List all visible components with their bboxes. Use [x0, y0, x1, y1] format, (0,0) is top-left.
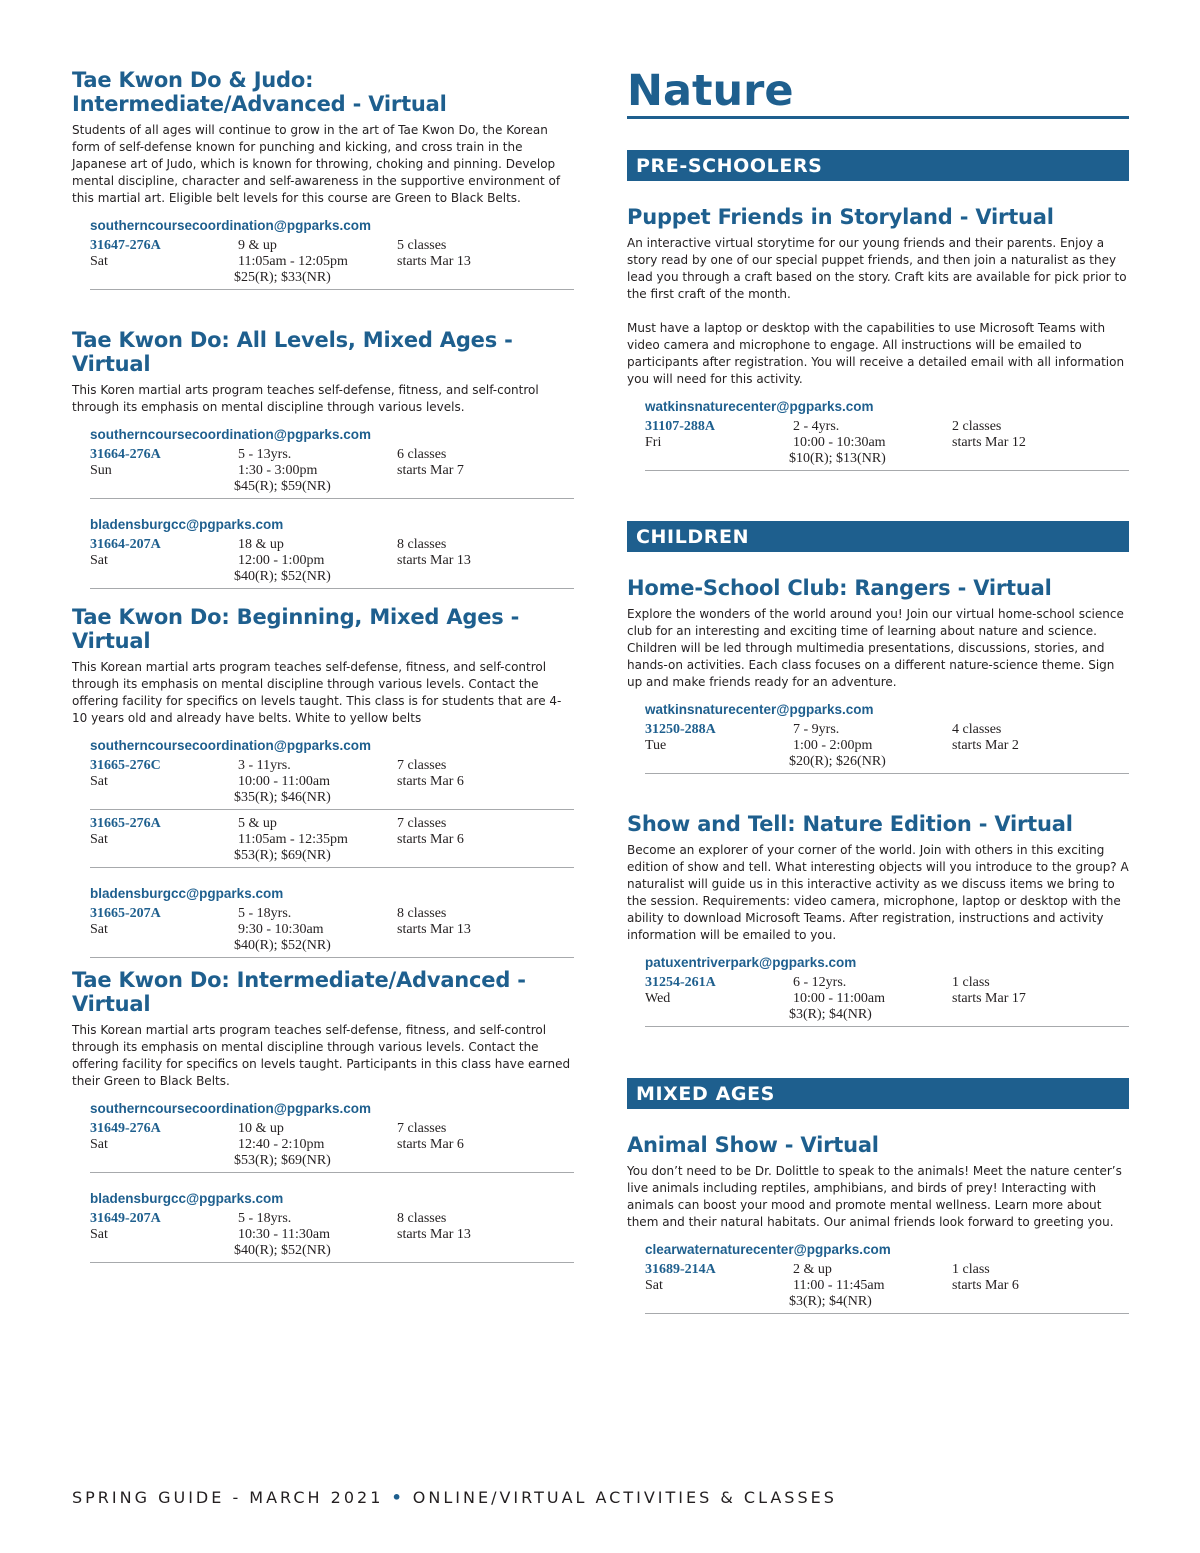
offering-row — [90, 758, 574, 810]
location-block — [627, 955, 1129, 1027]
course-description: You don’t need to be Dr. Dolittle to speak to the animals! Meet the nature center’s live animals including reptiles, amphibians, and birds of prey! Interacting with animals can boost your mood and promote mental wellness. Learn more about them and their natural habitats. Our animal friends look forward to greeting you. — [627, 1164, 1122, 1229]
course-title: Animal Show - Virtual — [627, 1133, 879, 1157]
day: Sun — [90, 463, 112, 478]
course-block — [72, 328, 574, 589]
fee: $45(R); $59(NR) — [234, 479, 331, 494]
course-code: 31649-276A — [90, 1121, 161, 1136]
location-block — [72, 886, 574, 958]
offering-row — [645, 722, 1129, 774]
course-title: Puppet Friends in Storyland - Virtual — [627, 205, 1054, 229]
course-block — [627, 205, 1129, 471]
fee: $10(R); $13(NR) — [789, 451, 886, 466]
course-code: 31689-214A — [645, 1262, 716, 1277]
offering-row — [90, 537, 574, 589]
time: 12:00 - 1:00pm — [238, 553, 325, 568]
fee: $3(R); $4(NR) — [789, 1294, 872, 1309]
course-code: 31665-207A — [90, 906, 161, 921]
location-block — [627, 399, 1129, 471]
course-block — [627, 812, 1129, 1027]
ages: 5 - 18yrs. — [238, 1211, 292, 1226]
location-block — [72, 738, 574, 868]
contact-email[interactable]: watkinsnaturecenter@pgparks.com — [645, 702, 874, 717]
time: 9:30 - 10:30am — [238, 922, 324, 937]
contact-email[interactable]: clearwaternaturecenter@pgparks.com — [645, 1242, 891, 1257]
contact-email[interactable]: patuxentriverpark@pgparks.com — [645, 955, 857, 970]
offering-row — [90, 816, 574, 868]
sessions: 8 classes — [397, 1211, 447, 1226]
offering-row — [645, 975, 1129, 1027]
day: Sat — [90, 1137, 108, 1152]
day: Wed — [645, 991, 671, 1006]
footer-guide-label: SPRING GUIDE - MARCH 2021 — [72, 1488, 384, 1507]
sessions: 7 classes — [397, 1121, 447, 1136]
start-date: starts Mar 6 — [952, 1278, 1019, 1293]
category-band-pre-schoolers: PRE-SCHOOLERS — [627, 150, 1129, 181]
time: 11:05am - 12:35pm — [238, 832, 348, 847]
course-block — [72, 605, 574, 958]
location-block — [627, 1242, 1129, 1314]
day: Sat — [90, 832, 108, 847]
location-block — [72, 1101, 574, 1173]
course-block — [72, 968, 574, 1263]
course-block — [627, 576, 1129, 774]
fee: $40(R); $52(NR) — [234, 1243, 331, 1258]
start-date: starts Mar 6 — [397, 1137, 464, 1152]
sessions: 4 classes — [952, 722, 1002, 737]
contact-email[interactable]: southerncoursecoordination@pgparks.com — [90, 738, 371, 753]
course-block — [627, 1133, 1129, 1314]
time: 11:00 - 11:45am — [793, 1278, 885, 1293]
ages: 10 & up — [238, 1121, 284, 1136]
course-code: 31664-207A — [90, 537, 161, 552]
contact-email[interactable]: bladensburgcc@pgparks.com — [90, 517, 284, 532]
ages: 9 & up — [238, 238, 277, 253]
fee: $53(R); $69(NR) — [234, 1153, 331, 1168]
course-block — [72, 68, 574, 290]
course-description: Explore the wonders of the world around you! Join our virtual home-school science club for an interesting and exciting time of learning about nature and science. Children will be led through multimedia presentations, discussions, stories, and hands-on activities. Each class focuses on a different nature-science theme. Sign up and make friends ready for an adventure. — [627, 607, 1124, 689]
ages: 7 - 9yrs. — [793, 722, 840, 737]
fee: $40(R); $52(NR) — [234, 569, 331, 584]
contact-email[interactable]: southerncoursecoordination@pgparks.com — [90, 1101, 371, 1116]
start-date: starts Mar 13 — [397, 922, 471, 937]
time: 10:00 - 11:00am — [793, 991, 886, 1006]
ages: 6 - 12yrs. — [793, 975, 847, 990]
location-block — [72, 427, 574, 499]
course-title: Tae Kwon Do: Beginning, Mixed Ages - Virtual — [72, 605, 520, 653]
footer-section-label: ONLINE/VIRTUAL ACTIVITIES & CLASSES — [412, 1488, 837, 1507]
ages: 5 & up — [238, 816, 277, 831]
course-code: 31647-276A — [90, 238, 161, 253]
sessions: 1 class — [952, 1262, 990, 1277]
day: Sat — [90, 1227, 108, 1242]
day: Sat — [90, 553, 108, 568]
start-date: starts Mar 17 — [952, 991, 1026, 1006]
sessions: 7 classes — [397, 758, 447, 773]
course-description-requirements: Must have a laptop or desktop with the capabilities to use Microsoft Teams with video camera and microphone to engage. All instructions will be emailed to participants after registration. You will receive a detailed email with all information you will need for this activity. — [627, 321, 1125, 386]
ages: 2 & up — [793, 1262, 832, 1277]
ages: 5 - 18yrs. — [238, 906, 292, 921]
contact-email[interactable]: watkinsnaturecenter@pgparks.com — [645, 399, 874, 414]
contact-email[interactable]: southerncoursecoordination@pgparks.com — [90, 218, 371, 233]
offering-row — [90, 1211, 574, 1263]
fee: $3(R); $4(NR) — [789, 1007, 872, 1022]
offering-row — [90, 906, 574, 958]
sessions: 1 class — [952, 975, 990, 990]
course-code: 31664-276A — [90, 447, 161, 462]
day: Sat — [90, 922, 108, 937]
start-date: starts Mar 6 — [397, 774, 464, 789]
course-title: Show and Tell: Nature Edition - Virtual — [627, 812, 1073, 836]
offering-row — [90, 238, 574, 290]
course-code: 31649-207A — [90, 1211, 161, 1226]
time: 11:05am - 12:05pm — [238, 254, 348, 269]
course-code: 31665-276A — [90, 816, 161, 831]
location-block — [72, 517, 574, 589]
contact-email[interactable]: southerncoursecoordination@pgparks.com — [90, 427, 371, 442]
ages: 18 & up — [238, 537, 284, 552]
section-title: Nature — [627, 66, 1129, 119]
day: Sat — [90, 254, 108, 269]
course-title: Tae Kwon Do: Intermediate/Advanced - Virtual — [72, 968, 526, 1016]
fee: $20(R); $26(NR) — [789, 754, 886, 769]
sessions: 6 classes — [397, 447, 447, 462]
sessions: 2 classes — [952, 419, 1002, 434]
course-title: Home-School Club: Rangers - Virtual — [627, 576, 1052, 600]
start-date: starts Mar 7 — [397, 463, 464, 478]
course-description: An interactive virtual storytime for our young friends and their parents. Enjoy a story read by one of our special puppet friends, and then join a naturalist as they lead you through a craft based on the story. Craft kits are available for pick prior to the first craft of the month. — [627, 236, 1127, 301]
day: Sat — [645, 1278, 663, 1293]
offering-row — [90, 447, 574, 499]
course-code: 31665-276C — [90, 758, 161, 773]
ages: 5 - 13yrs. — [238, 447, 292, 462]
contact-email[interactable]: bladensburgcc@pgparks.com — [90, 1191, 284, 1206]
sessions: 5 classes — [397, 238, 447, 253]
course-description: This Korean martial arts program teaches self-defense, fitness, and self-control through its emphasis on mental discipline through various levels. Contact the offering facility for specifics on levels taught. Participants in this class have earned their Green to Black Belts. — [72, 1023, 571, 1088]
course-description: This Korean martial arts program teaches self-defense, fitness, and self-control through its emphasis on mental discipline through various levels. Contact the offering facility for specifics on levels taught. This class is for students that are 4-10 years old and already have belts. White to yellow belts — [72, 660, 562, 725]
time: 10:00 - 10:30am — [793, 435, 886, 450]
course-code: 31250-288A — [645, 722, 716, 737]
start-date: starts Mar 6 — [397, 832, 464, 847]
course-title: Tae Kwon Do & Judo: Intermediate/Advanced - Virtual — [72, 68, 447, 116]
fee: $25(R); $33(NR) — [234, 270, 331, 285]
location-block — [72, 218, 574, 290]
location-block — [72, 1191, 574, 1263]
sessions: 7 classes — [397, 816, 447, 831]
day: Fri — [645, 435, 662, 450]
offering-row — [645, 419, 1129, 471]
offering-row — [645, 1262, 1129, 1314]
fee: $53(R); $69(NR) — [234, 848, 331, 863]
course-description: This Koren martial arts program teaches self-defense, fitness, and self-control through its emphasis on mental discipline through various levels. — [72, 383, 539, 414]
sessions: 8 classes — [397, 906, 447, 921]
ages: 3 - 11yrs. — [238, 758, 291, 773]
offering-row — [90, 1121, 574, 1173]
category-band-mixed-ages: MIXED AGES — [627, 1078, 1129, 1109]
time: 12:40 - 2:10pm — [238, 1137, 325, 1152]
start-date: starts Mar 13 — [397, 254, 471, 269]
time: 10:30 - 11:30am — [238, 1227, 331, 1242]
fee: $40(R); $52(NR) — [234, 938, 331, 953]
course-description: Students of all ages will continue to grow in the art of Tae Kwon Do, the Korean form of self-defense known for punching and kicking, and cross train in the Japanese art of Judo, which is known for throwing, choking and pinning. Develop mental discipline, character and self-awareness in the supportive environment of this martial art. Eligible belt levels for this course are Green to Black Belts. — [72, 123, 561, 205]
time: 1:30 - 3:00pm — [238, 463, 318, 478]
start-date: starts Mar 13 — [397, 1227, 471, 1242]
course-code: 31254-261A — [645, 975, 716, 990]
day: Sat — [90, 774, 108, 789]
day: Tue — [645, 738, 667, 753]
start-date: starts Mar 12 — [952, 435, 1026, 450]
time: 10:00 - 11:00am — [238, 774, 331, 789]
location-block — [627, 702, 1129, 774]
start-date: starts Mar 13 — [397, 553, 471, 568]
time: 1:00 - 2:00pm — [793, 738, 873, 753]
contact-email[interactable]: bladensburgcc@pgparks.com — [90, 886, 284, 901]
course-description: Become an explorer of your corner of the world. Join with others in this exciting edition of show and tell. What interesting objects will you introduce to the group? A naturalist will guide us in this interactive activity as we discuss items we bring to the session. Requirements: video camera, microphone, laptop or desktop with the ability to download Microsoft Teams. After registration, instructions and activity information will be emailed to you. — [627, 843, 1129, 942]
start-date: starts Mar 2 — [952, 738, 1019, 753]
footer-bullet: • — [391, 1488, 405, 1507]
category-band-children: CHILDREN — [627, 521, 1129, 552]
page-footer — [72, 1488, 837, 1507]
ages: 2 - 4yrs. — [793, 419, 840, 434]
fee: $35(R); $46(NR) — [234, 790, 331, 805]
course-title: Tae Kwon Do: All Levels, Mixed Ages - Virtual — [72, 328, 513, 376]
sessions: 8 classes — [397, 537, 447, 552]
course-code: 31107-288A — [645, 419, 715, 434]
